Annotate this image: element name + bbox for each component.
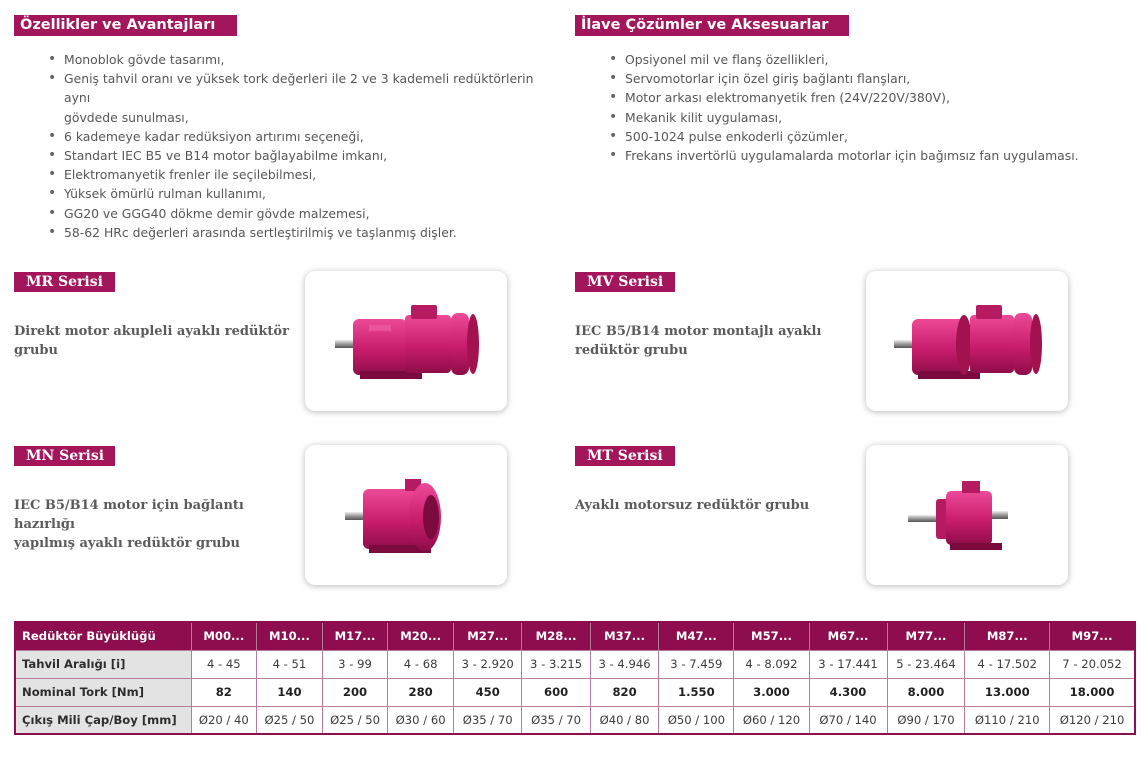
table-header-cell: M10... bbox=[257, 622, 323, 650]
series-mr-image[interactable] bbox=[305, 271, 507, 411]
table-cell: 4.300 bbox=[809, 678, 887, 706]
table-header-cell: M00... bbox=[191, 622, 257, 650]
series-mn-description: IEC B5/B14 motor için bağlantı hazırlığı yapılmış ayaklı redüktör grubu bbox=[14, 498, 244, 551]
list-item: • Standart IEC B5 ve B14 motor bağlayabilme imkanı, bbox=[48, 146, 558, 165]
series-mv-heading: MV Serisi bbox=[575, 272, 675, 292]
table-header-cell: M57... bbox=[734, 622, 809, 650]
series-mn-heading: MN Serisi bbox=[14, 446, 115, 466]
table-cell: 3 - 4.946 bbox=[590, 650, 658, 678]
table-cell: 3.000 bbox=[734, 678, 809, 706]
table-cell: 82 bbox=[191, 678, 257, 706]
table-cell: Ø90 / 170 bbox=[887, 706, 965, 734]
gear-reducer-flange-icon bbox=[305, 445, 507, 585]
table-row bbox=[15, 706, 1135, 734]
series-mt-description: Ayaklı motorsuz redüktör grubu bbox=[575, 498, 810, 513]
list-item: • Elektromanyetik frenler ile seçilebilmesi, bbox=[48, 165, 558, 184]
accessories-list bbox=[609, 50, 1129, 165]
table-cell: 3 - 99 bbox=[322, 650, 388, 678]
table-cell: 280 bbox=[388, 678, 454, 706]
table-header-row bbox=[15, 622, 1135, 650]
table-header-cell: M27... bbox=[453, 622, 521, 650]
table-header-cell: M20... bbox=[388, 622, 454, 650]
gear-motor-icon bbox=[866, 271, 1068, 411]
series-mn-image[interactable] bbox=[305, 445, 507, 585]
accessories-heading: İlave Çözümler ve Aksesuarlar bbox=[575, 15, 849, 36]
table-header-cell: M97... bbox=[1050, 622, 1135, 650]
table-cell: Ø40 / 80 bbox=[590, 706, 658, 734]
table-cell: Ø25 / 50 bbox=[322, 706, 388, 734]
table-header-cell: M67... bbox=[809, 622, 887, 650]
table-header-cell: M17... bbox=[322, 622, 388, 650]
table-cell: Ø120 / 210 bbox=[1050, 706, 1135, 734]
series-mt-heading: MT Serisi bbox=[575, 446, 675, 466]
list-item: • GG20 ve GGG40 dökme demir gövde malzemesi, bbox=[48, 204, 558, 223]
table-cell: 600 bbox=[522, 678, 590, 706]
table-cell: 140 bbox=[257, 678, 323, 706]
series-mr-description: Direkt motor akupleli ayaklı redüktör grubu bbox=[14, 324, 289, 358]
table-cell: 1.550 bbox=[659, 678, 734, 706]
list-item: • 500-1024 pulse enkoderli çözümler, bbox=[609, 127, 1129, 146]
table-row bbox=[15, 650, 1135, 678]
table-row bbox=[15, 678, 1135, 706]
table-cell: Ø20 / 40 bbox=[191, 706, 257, 734]
table-cell: Ø110 / 210 bbox=[965, 706, 1050, 734]
table-header-cell: M47... bbox=[659, 622, 734, 650]
list-item: • Opsiyonel mil ve flanş özellikleri, bbox=[609, 50, 1129, 69]
table-cell: 450 bbox=[453, 678, 521, 706]
table-cell: 4 - 45 bbox=[191, 650, 257, 678]
gear-reducer-icon bbox=[866, 445, 1068, 585]
list-item: • 58-62 HRc değerleri arasında sertleştirilmiş ve taşlanmış dişler. bbox=[48, 223, 558, 242]
table-cell: Ø50 / 100 bbox=[659, 706, 734, 734]
list-item: • 6 kademeye kadar redüksiyon artırımı seçeneği, bbox=[48, 127, 558, 146]
table-cell: 3 - 17.441 bbox=[809, 650, 887, 678]
table-cell: 4 - 8.092 bbox=[734, 650, 809, 678]
table-header-label: Redüktör Büyüklüğü bbox=[15, 622, 191, 650]
table-cell: 3 - 7.459 bbox=[659, 650, 734, 678]
table-cell: Ø60 / 120 bbox=[734, 706, 809, 734]
series-mv-image[interactable] bbox=[866, 271, 1068, 411]
list-item: • Frekans invertörlü uygulamalarda motorlar için bağımsız fan uygulaması. bbox=[609, 146, 1129, 165]
table-cell: 13.000 bbox=[965, 678, 1050, 706]
table-cell: 4 - 51 bbox=[257, 650, 323, 678]
table-cell: Ø35 / 70 bbox=[453, 706, 521, 734]
table-cell: Ø70 / 140 bbox=[809, 706, 887, 734]
table-header-cell: M28... bbox=[522, 622, 590, 650]
row-label: Tahvil Aralığı [i] bbox=[15, 650, 191, 678]
table-header-cell: M77... bbox=[887, 622, 965, 650]
list-item: • Mekanik kilit uygulaması, bbox=[609, 108, 1129, 127]
table-cell: 200 bbox=[322, 678, 388, 706]
table-header-cell: M37... bbox=[590, 622, 658, 650]
gear-motor-icon bbox=[305, 271, 507, 411]
features-heading: Özellikler ve Avantajları bbox=[14, 15, 237, 36]
table-cell: 820 bbox=[590, 678, 658, 706]
table-cell: Ø25 / 50 bbox=[257, 706, 323, 734]
table-cell: 7 - 20.052 bbox=[1050, 650, 1135, 678]
specification-table bbox=[14, 621, 1136, 735]
list-item: • Yüksek ömürlü rulman kullanımı, bbox=[48, 184, 558, 203]
row-label: Nominal Tork [Nm] bbox=[15, 678, 191, 706]
series-mv-description: IEC B5/B14 motor montajlı ayaklı redüktör grubu bbox=[575, 324, 822, 358]
table-cell: 18.000 bbox=[1050, 678, 1135, 706]
features-list bbox=[48, 50, 558, 242]
table-cell: 3 - 2.920 bbox=[453, 650, 521, 678]
table-cell: 4 - 17.502 bbox=[965, 650, 1050, 678]
series-mt-image[interactable] bbox=[866, 445, 1068, 585]
table-cell: Ø35 / 70 bbox=[522, 706, 590, 734]
table-cell: 3 - 3.215 bbox=[522, 650, 590, 678]
table-cell: 8.000 bbox=[887, 678, 965, 706]
list-item: • Servomotorlar için özel giriş bağlantı flanşları, bbox=[609, 69, 1129, 88]
list-item: • Motor arkası elektromanyetik fren (24V/220V/380V), bbox=[609, 88, 1129, 107]
table-cell: Ø30 / 60 bbox=[388, 706, 454, 734]
list-item: • Monoblok gövde tasarımı, bbox=[48, 50, 558, 69]
table-cell: 4 - 68 bbox=[388, 650, 454, 678]
table-cell: 5 - 23.464 bbox=[887, 650, 965, 678]
series-mr-heading: MR Serisi bbox=[14, 272, 115, 292]
list-item: • Geniş tahvil oranı ve yüksek tork değerleri ile 2 ve 3 kademeli redüktörlerin aynı gövdede sunulması, bbox=[48, 69, 558, 127]
table-header-cell: M87... bbox=[965, 622, 1050, 650]
row-label: Çıkış Mili Çap/Boy [mm] bbox=[15, 706, 191, 734]
